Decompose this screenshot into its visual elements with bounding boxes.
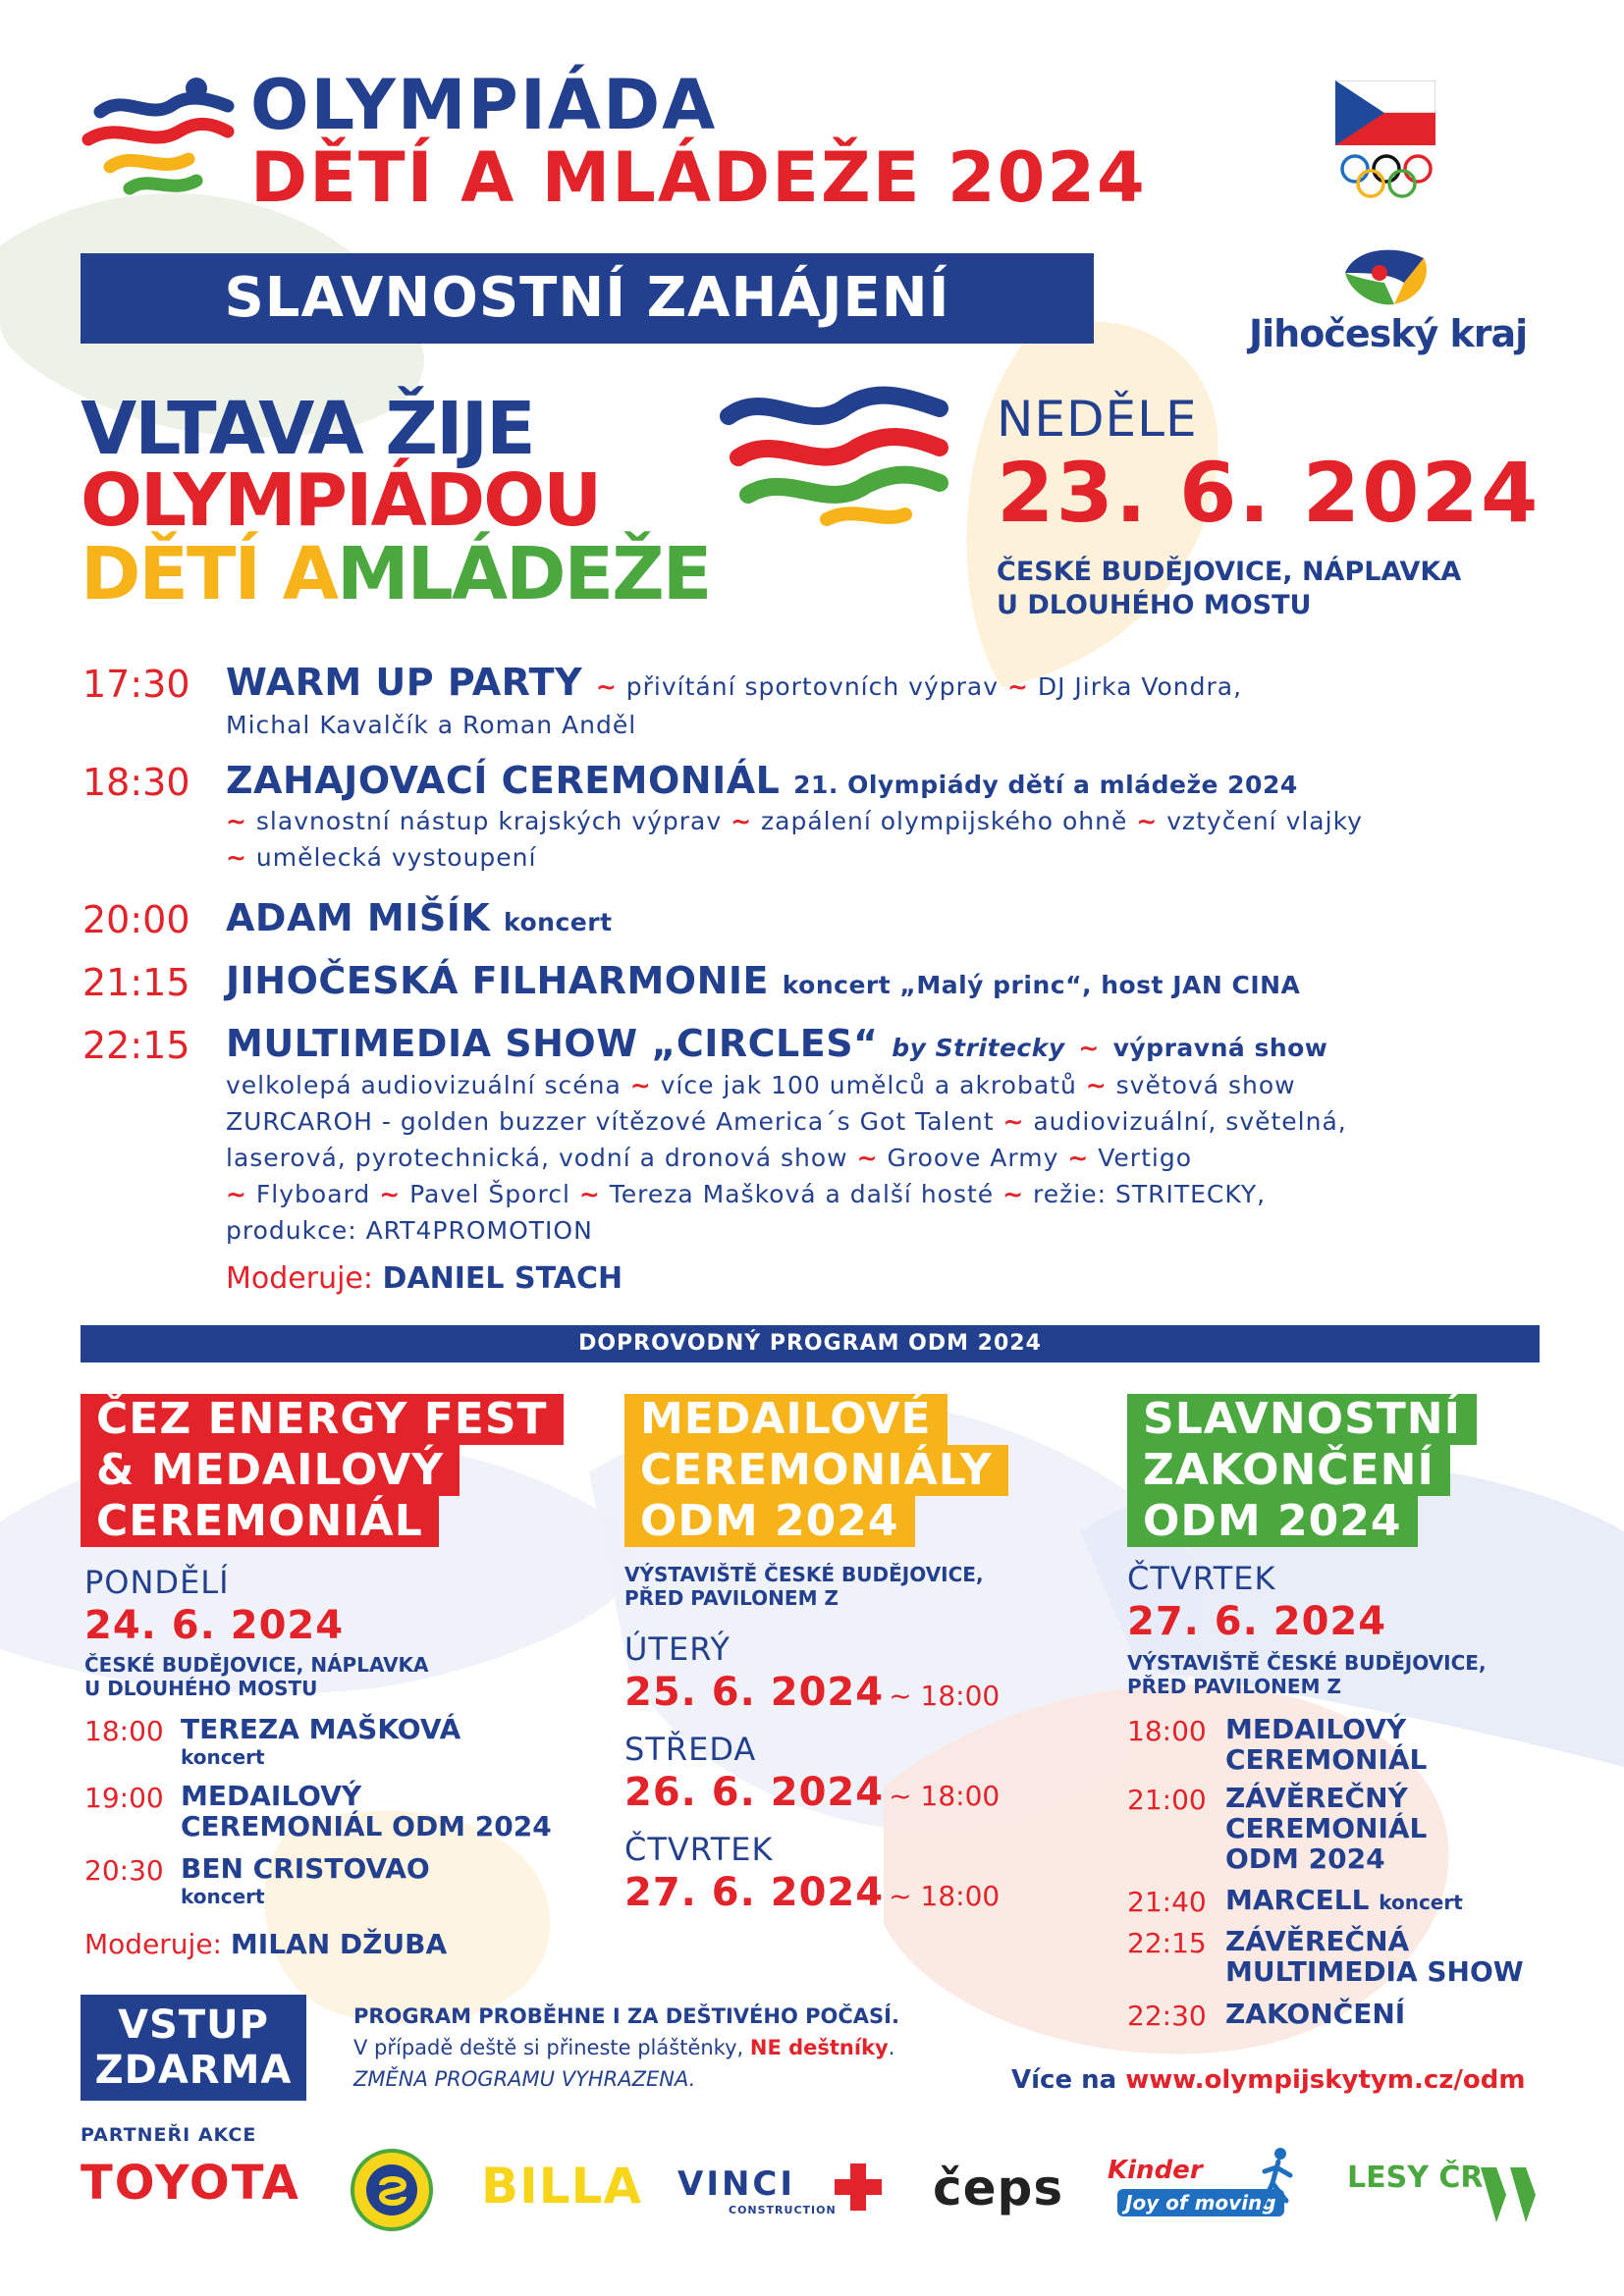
item-title-line: CEREMONIÁL xyxy=(1225,1812,1428,1844)
separator: ~ xyxy=(578,1180,601,1208)
moderator xyxy=(226,1261,623,1296)
column-date: 24. 6. 2024 xyxy=(84,1603,345,1648)
schedule-title xyxy=(226,759,1298,802)
schedule-desc-text: Groove Army xyxy=(887,1144,1059,1172)
schedule-desc-line xyxy=(226,1176,1542,1212)
column-date: 26. 6. 2024 xyxy=(624,1770,885,1815)
schedule-desc-text: laserová, pyrotechnická, vodní a dronová show xyxy=(226,1144,848,1172)
item-title-line: MARCELL xyxy=(1225,1884,1370,1916)
schedule-desc xyxy=(596,672,1242,701)
czech-flag-icon xyxy=(1335,80,1435,145)
schedule-title-text: MULTIMEDIA SHOW „CIRCLES“ xyxy=(226,1022,879,1065)
item-time: 22:15 xyxy=(1127,1927,1207,1959)
item-title xyxy=(1225,1714,1427,1775)
moderator-name: DANIEL STACH xyxy=(382,1261,623,1296)
column-date: 25. 6. 2024 xyxy=(624,1670,885,1715)
column-moderator xyxy=(84,1928,447,1960)
separator: ~ xyxy=(1002,1180,1025,1208)
column-date-row xyxy=(624,1670,1001,1715)
column-title-line: SLAVNOSTNÍ xyxy=(1127,1394,1477,1445)
item-title: ZAKONČENÍ xyxy=(1225,1998,1406,2030)
slogan-line-1: VLTAVA ŽIJE xyxy=(81,387,534,471)
column-venue xyxy=(624,1563,984,1610)
column-date-row xyxy=(624,1870,1001,1915)
column-venue-line: ČESKÉ BUDĚJOVICE, NÁPLAVKA xyxy=(84,1653,429,1677)
schedule-title-text: WARM UP PARTY xyxy=(226,661,583,704)
schedule-time: 22:15 xyxy=(82,1024,190,1067)
separator: ~ xyxy=(731,807,753,835)
column-title-line: ODM 2024 xyxy=(624,1496,915,1547)
item-time: 18:00 xyxy=(84,1715,164,1747)
column-title-line: ODM 2024 xyxy=(1127,1496,1418,1547)
event-venue-line-1: ČESKÉ BUDĚJOVICE, NÁPLAVKA xyxy=(997,557,1462,587)
partner-logo-vinci-sub: CONSTRUCTION xyxy=(729,2204,837,2216)
separator: ~ xyxy=(629,1071,652,1099)
partner-logo-tree-icon xyxy=(1477,2167,1540,2222)
separator: ~ xyxy=(1085,1071,1108,1099)
column-day: ČTVRTEK xyxy=(1127,1560,1276,1597)
item-title xyxy=(181,1781,552,1842)
column-date: 27. 6. 2024 xyxy=(1127,1599,1387,1644)
separator: ~ xyxy=(226,1180,247,1208)
schedule-time: 18:30 xyxy=(82,761,190,804)
separator: ~ xyxy=(1078,1034,1100,1062)
partner-logo-joy: Joy of moving xyxy=(1117,2189,1284,2216)
schedule-desc-line xyxy=(226,1067,1542,1103)
column-title-box xyxy=(1127,1394,1540,1547)
moderator-label: Moderuje: xyxy=(226,1261,373,1296)
schedule-desc-text: ZURCAROH - golden buzzer vítězové America´s Got Talent xyxy=(226,1107,995,1136)
separator: ~ xyxy=(856,1144,879,1172)
schedule-desc-text: režie: STRITECKY, xyxy=(1033,1180,1267,1208)
column-time: ~ 18:00 xyxy=(889,1880,1001,1912)
title-line-1: OLYMPIÁDA xyxy=(250,65,718,145)
column-venue-line: U DLOUHÉHO MOSTU xyxy=(84,1677,318,1700)
schedule-desc-line xyxy=(226,1103,1542,1140)
schedule-desc-text: světová show xyxy=(1115,1071,1296,1099)
separator: ~ xyxy=(1002,1107,1025,1136)
column-time: ~ 18:00 xyxy=(889,1680,1001,1712)
schedule-desc-text: Tereza Mašková a další hosté xyxy=(609,1180,995,1208)
separator: ~ xyxy=(1006,672,1029,701)
item-title-line: MEDAILOVÝ xyxy=(1225,1713,1407,1745)
item-title xyxy=(1225,1926,1524,1987)
partner-logo-kinder: Kinder xyxy=(1108,2156,1203,2185)
item-title-line: MEDAILOVÝ xyxy=(181,1780,362,1812)
item-sub: koncert xyxy=(181,1885,265,1908)
event-venue xyxy=(997,556,1461,622)
side-program-banner: DOPROVODNÝ PROGRAM ODM 2024 xyxy=(81,1325,1540,1362)
schedule-time: 20:00 xyxy=(82,898,190,941)
column-venue-line: VÝSTAVIŠTĚ ČESKÉ BUDĚJOVICE, xyxy=(1127,1651,1487,1675)
partner-logo-cross-icon xyxy=(831,2160,886,2215)
item-time: 21:00 xyxy=(1127,1784,1207,1816)
schedule-title xyxy=(226,1022,1328,1065)
column-day: STŘEDA xyxy=(624,1731,757,1768)
partner-logo-billa: BILLA xyxy=(481,2158,643,2215)
event-date: 23. 6. 2024 xyxy=(997,445,1541,541)
partner-logo-vinci: VINCI xyxy=(677,2164,796,2204)
partner-logo-lesy: LESY ČR xyxy=(1347,2161,1484,2195)
rain-notice-text: V případě deště si přineste pláštěnky, xyxy=(353,2036,744,2059)
column-medal-ceremonies xyxy=(624,1394,1037,1547)
column-venue-line: PŘED PAVILONEM Z xyxy=(624,1586,839,1610)
olympic-rings-icon xyxy=(1337,153,1435,200)
more-info xyxy=(1011,2065,1525,2095)
column-day: ÚTERÝ xyxy=(624,1630,731,1668)
schedule-desc-text: Vertigo xyxy=(1098,1144,1192,1172)
item-time: 18:00 xyxy=(1127,1715,1207,1747)
column-energy-fest xyxy=(81,1394,591,1547)
rain-notice-line: PROGRAM PROBĚHNE I ZA DEŠTIVÉHO POČASÍ. xyxy=(353,2004,899,2028)
schedule-desc-text: zapálení olympijského ohně xyxy=(761,807,1128,835)
more-info-link[interactable]: www.olympijskytym.cz/odm xyxy=(1125,2065,1526,2095)
column-day: ČTVRTEK xyxy=(624,1831,774,1868)
event-venue-line-2: U DLOUHÉHO MOSTU xyxy=(997,590,1312,620)
schedule-time: 21:15 xyxy=(82,961,190,1004)
schedule-desc-text: slavnostní nástup krajských výprav xyxy=(255,807,723,835)
moderator-name: MILAN DŽUBA xyxy=(230,1928,448,1960)
schedule-title-text: JIHOČESKÁ FILHARMONIE xyxy=(226,959,769,1002)
slogan-line-3a: DĚTÍ A xyxy=(81,532,338,616)
separator: ~ xyxy=(595,672,618,701)
schedule-desc-text: přivítání sportovních výprav xyxy=(625,672,999,701)
schedule-desc-text: umělecká vystoupení xyxy=(255,843,537,872)
free-entry-line: VSTUP xyxy=(118,2002,269,2048)
schedule-time: 17:30 xyxy=(82,663,190,706)
free-entry-line: ZDARMA xyxy=(94,2048,293,2093)
item-title: BEN CRISTOVAO xyxy=(181,1852,430,1885)
item-time: 22:30 xyxy=(1127,2000,1207,2032)
schedule-desc-text: velkolepá audiovizuální scéna xyxy=(226,1071,622,1099)
schedule-desc-text: vztyčení vlajky xyxy=(1166,807,1363,835)
rain-notice-line xyxy=(353,2032,899,2063)
slogan-line-3 xyxy=(81,532,711,616)
column-date-row xyxy=(624,1770,1001,1815)
more-info-label: Více na xyxy=(1011,2065,1117,2095)
schedule-desc-text: více jak 100 umělců a akrobatů xyxy=(660,1071,1077,1099)
schedule-desc-line xyxy=(226,839,1542,876)
region-logo-icon xyxy=(1335,243,1434,312)
partners-label: PARTNEŘI AKCE xyxy=(81,2124,257,2146)
separator: ~ xyxy=(226,807,247,835)
schedule-desc-text: audiovizuální, světelná, xyxy=(1033,1107,1347,1136)
column-title-box xyxy=(624,1394,1037,1547)
schedule-desc-text: DJ Jirka Vondra, xyxy=(1037,672,1243,701)
item-title-line: CEREMONIÁL xyxy=(1225,1743,1428,1776)
column-title-box xyxy=(81,1394,591,1547)
column-day: PONDĚLÍ xyxy=(84,1564,230,1601)
rain-notice xyxy=(353,2001,899,2095)
moderator-label: Moderuje: xyxy=(84,1928,222,1960)
schedule-desc-line xyxy=(226,803,1542,839)
free-entry-badge xyxy=(81,1995,306,2101)
separator: ~ xyxy=(1067,1144,1090,1172)
slogan-line-3b: MLÁDEŽE xyxy=(337,532,711,616)
schedule-suffix: výpravná show xyxy=(1112,1034,1328,1062)
item-time: 21:40 xyxy=(1127,1886,1207,1918)
slogan-line-2: OLYMPIÁDOU xyxy=(81,458,601,543)
column-closing xyxy=(1127,1394,1540,1547)
rain-notice-text: . xyxy=(888,2036,895,2059)
rain-notice-line: ZMĚNA PROGRAMU VYHRAZENA. xyxy=(353,2067,696,2091)
title-line-2: DĚTÍ A MLÁDEŽE 2024 xyxy=(250,137,1147,218)
item-title-line: ZÁVĚREČNÁ xyxy=(1225,1925,1410,1957)
column-title-line: & MEDAILOVÝ xyxy=(81,1445,460,1496)
schedule-suffix-italic: by Stritecky xyxy=(892,1034,1065,1062)
item-time: 20:30 xyxy=(84,1854,164,1887)
schedule-desc-text: Pavel Šporcl xyxy=(409,1180,570,1208)
item-title-line: ZÁVĚREČNÝ xyxy=(1225,1782,1408,1814)
column-venue-line: PŘED PAVILONEM Z xyxy=(1127,1675,1341,1698)
region-name: Jihočeský kraj xyxy=(1249,312,1528,355)
schedule-suffix: koncert „Malý princ“, host JAN CINA xyxy=(782,971,1301,999)
partner-logo-toyota: TOYOTA xyxy=(81,2156,300,2211)
opening-ceremony-banner: SLAVNOSTNÍ ZAHÁJENÍ xyxy=(81,253,1094,344)
partner-logo-ceps: čeps xyxy=(933,2160,1064,2216)
item-title xyxy=(1225,1783,1427,1874)
column-time: ~ 18:00 xyxy=(889,1780,1001,1812)
column-date: 27. 6. 2024 xyxy=(624,1870,885,1915)
event-day: NEDĚLE xyxy=(997,391,1198,448)
column-title-line: ZAKONČENÍ xyxy=(1127,1445,1450,1496)
column-title-line: MEDAILOVÉ xyxy=(624,1394,947,1445)
item-time: 19:00 xyxy=(84,1782,164,1814)
odm-logo-icon xyxy=(81,73,238,200)
separator: ~ xyxy=(226,843,247,872)
rain-notice-emphasis: NE deštníky xyxy=(749,2036,889,2059)
schedule-desc-text: Flyboard xyxy=(255,1180,371,1208)
item-title xyxy=(1225,1885,1463,1915)
schedule-desc-line: Michal Kavalčík a Roman Anděl xyxy=(226,711,637,739)
column-title-line: ČEZ ENERGY FEST xyxy=(81,1394,564,1445)
separator: ~ xyxy=(379,1180,402,1208)
column-venue xyxy=(84,1653,429,1700)
schedule-title xyxy=(226,896,613,939)
schedule-suffix: koncert xyxy=(504,908,613,936)
schedule-title xyxy=(226,661,1243,705)
column-venue xyxy=(1127,1651,1487,1698)
schedule-title-text: ADAM MIŠÍK xyxy=(226,896,491,939)
separator: ~ xyxy=(1136,807,1159,835)
waves-icon xyxy=(709,377,954,534)
schedule-desc-line: produkce: ART4PROMOTION xyxy=(226,1216,593,1245)
schedule-title xyxy=(226,959,1301,1002)
partner-logo-circle-icon xyxy=(350,2148,434,2232)
column-venue-line: VÝSTAVIŠTĚ ČESKÉ BUDĚJOVICE, xyxy=(624,1563,984,1586)
item-title-line: MULTIMEDIA SHOW xyxy=(1225,1955,1524,1988)
schedule-suffix: 21. Olympiády dětí a mládeže 2024 xyxy=(793,771,1298,799)
item-title-line: CEREMONIÁL ODM 2024 xyxy=(181,1810,552,1842)
runner-icon xyxy=(1257,2146,1296,2215)
column-title-line: CEREMONIÁL xyxy=(81,1496,439,1547)
column-title-line: CEREMONIÁLY xyxy=(624,1445,1008,1496)
item-sub: koncert xyxy=(181,1745,265,1769)
item-title: TEREZA MAŠKOVÁ xyxy=(181,1713,461,1745)
item-title-line: ODM 2024 xyxy=(1225,1842,1385,1875)
item-sub: koncert xyxy=(1379,1891,1463,1914)
schedule-title-text: ZAHAJOVACÍ CEREMONIÁL xyxy=(226,759,781,802)
schedule-desc-line xyxy=(226,1140,1542,1176)
